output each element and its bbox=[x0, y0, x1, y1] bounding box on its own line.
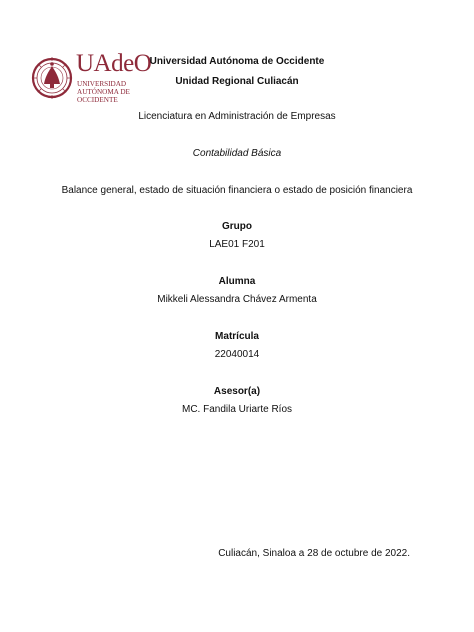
logo-line-1: UNIVERSIDAD bbox=[77, 80, 127, 88]
program-name: Licenciatura en Administración de Empresas bbox=[138, 111, 336, 122]
enrollment-label: Matrícula bbox=[215, 331, 259, 342]
logo-line-2: AUTÓNOMA DE bbox=[77, 88, 130, 96]
enrollment-number: 22040014 bbox=[214, 349, 260, 360]
university-name: Universidad Autónoma de Occidente bbox=[149, 56, 325, 67]
student-name: Mikkeli Alessandra Chávez Armenta bbox=[157, 294, 317, 305]
advisor-name: MC. Fandila Uriarte Ríos bbox=[181, 404, 293, 415]
group-label: Grupo bbox=[222, 221, 252, 232]
place-and-date: Culiacán, Sinaloa a 28 de octubre de 2022. bbox=[218, 548, 410, 559]
assignment-title: Balance general, estado de situación financiera o estado de posición financiera bbox=[61, 185, 413, 196]
advisor-label: Asesor(a) bbox=[213, 386, 261, 397]
group-value: LAE01 F201 bbox=[209, 239, 265, 250]
logo-line-3: OCCIDENTE bbox=[77, 96, 118, 104]
regional-unit: Unidad Regional Culiacán bbox=[175, 76, 299, 87]
logo-wordmark: UAdeO bbox=[76, 50, 152, 77]
student-label: Alumna bbox=[218, 276, 256, 287]
course-name: Contabilidad Básica bbox=[192, 148, 282, 159]
